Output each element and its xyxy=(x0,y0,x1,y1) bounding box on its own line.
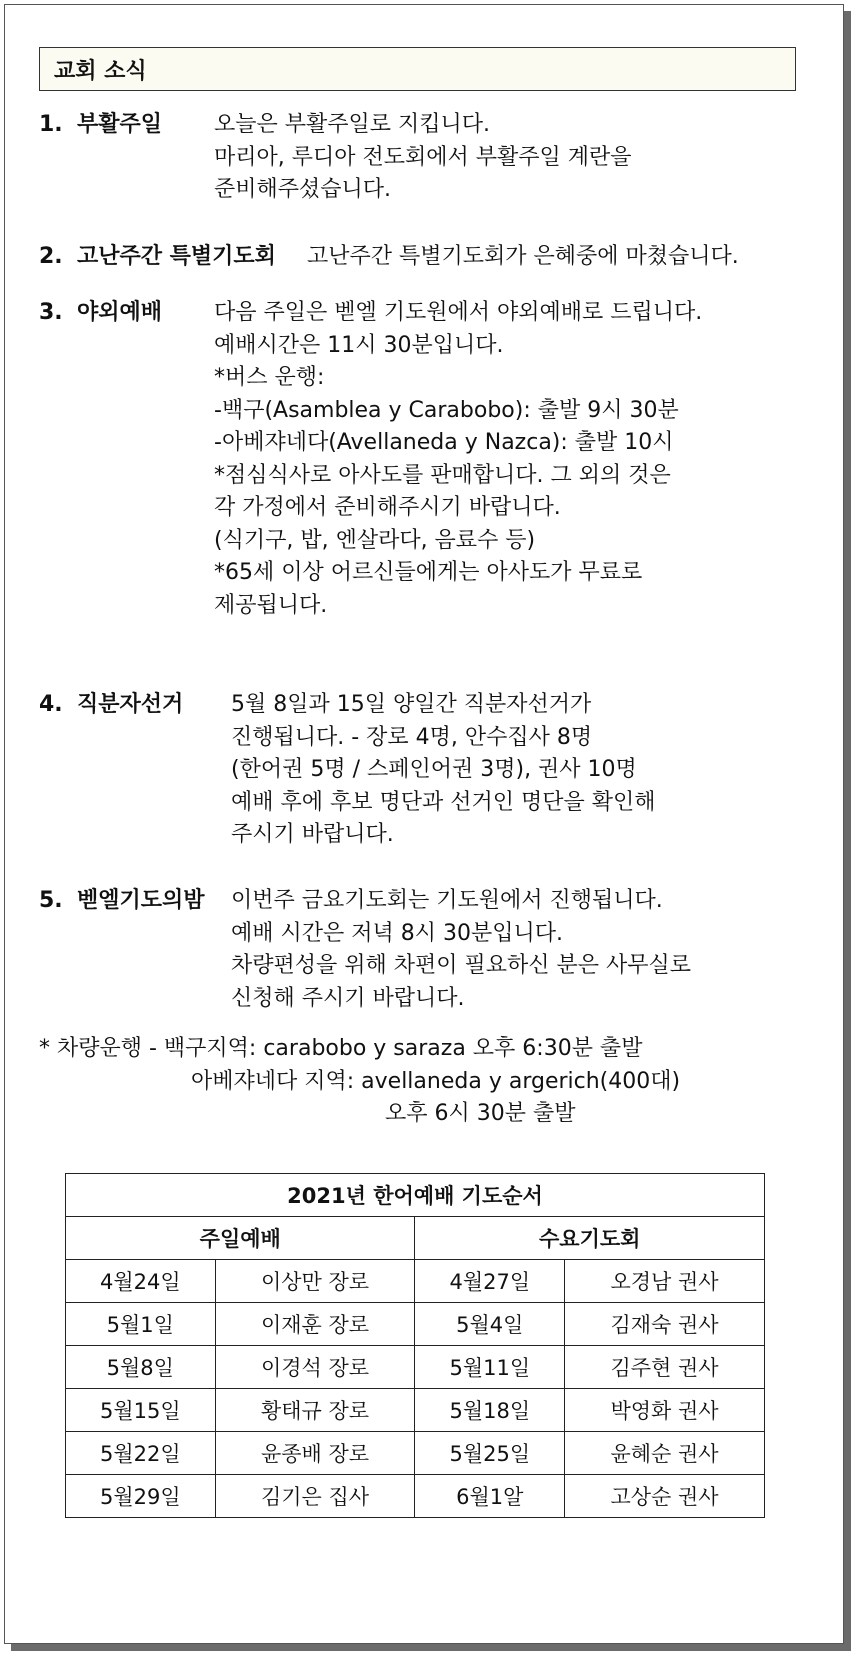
wednesday-prayer-header: 수요기도회 xyxy=(415,1217,765,1260)
sunday-leader: 이상만 장로 xyxy=(215,1260,415,1303)
item-line: 5월 8일과 15일 양일간 직분자선거가 xyxy=(231,692,592,717)
sunday-date: 4월24일 xyxy=(66,1260,216,1303)
table-row xyxy=(66,1260,765,1303)
item-number: 1. xyxy=(39,112,63,137)
item-body xyxy=(231,885,691,1015)
transport-line: 오후 6시 30분 출발 xyxy=(385,1101,576,1126)
sunday-date: 5월1일 xyxy=(66,1303,216,1346)
item-number: 3. xyxy=(39,300,63,325)
item-title: 직분자선거 xyxy=(77,692,184,717)
table-row xyxy=(66,1475,765,1518)
sunday-date: 5월29일 xyxy=(66,1475,216,1518)
item-title: 고난주간 특별기도회 xyxy=(77,244,276,269)
wednesday-leader: 윤혜순 권사 xyxy=(565,1432,765,1475)
sunday-service-header: 주일예배 xyxy=(66,1217,415,1260)
item-line: *점심식사로 아사도를 판매합니다. 그 외의 것은 xyxy=(214,462,671,488)
item-line: *65세 이상 어르신들에게는 아사도가 무료로 xyxy=(214,560,643,585)
item-line: 마리아, 루디아 전도회에서 부활주일 계란을 xyxy=(214,144,632,170)
table-row xyxy=(66,1432,765,1475)
item-title: 부활주일 xyxy=(77,112,163,137)
wednesday-date: 5월18일 xyxy=(415,1389,565,1432)
wednesday-date: 5월4일 xyxy=(415,1303,565,1346)
item-line: -백구(Asamblea y Carabobo): 출발 9시 30분 xyxy=(214,397,679,423)
sunday-leader: 황태규 장로 xyxy=(215,1389,415,1432)
item-number: 2. xyxy=(39,244,63,269)
transport-line: 아베쟈네다 지역: avellaneda y argerich(400대) xyxy=(191,1068,681,1094)
item-line: 준비해주셨습니다. xyxy=(214,177,392,202)
table-row xyxy=(66,1303,765,1346)
sunday-leader: 김기은 집사 xyxy=(215,1475,415,1518)
prayer-schedule-table xyxy=(65,1173,765,1518)
sunday-leader: 이경석 장로 xyxy=(215,1346,415,1389)
wednesday-leader: 김재숙 권사 xyxy=(565,1303,765,1346)
section-title: 교회 소식 xyxy=(54,58,147,84)
item-line: 신청해 주시기 바랍니다. xyxy=(231,985,465,1011)
item-line: 예배 시간은 저녁 8시 30분입니다. xyxy=(231,920,563,946)
item-line: 예배시간은 11시 30분입니다. xyxy=(214,332,504,358)
transport-note xyxy=(39,1033,680,1131)
transport-line: * 차량운행 - 백구지역: carabobo y saraza 오후 6:30분 출발 xyxy=(39,1036,643,1061)
sunday-leader: 이재훈 장로 xyxy=(215,1303,415,1346)
item-number: 4. xyxy=(39,692,63,717)
item-line: -아베쟈네다(Avellaneda y Nazca): 출발 10시 xyxy=(214,430,674,455)
item-line: (한어권 5명 / 스페인어권 3명), 권사 10명 xyxy=(231,757,637,782)
item-line: 오늘은 부활주일로 지킵니다. xyxy=(214,112,491,137)
item-body xyxy=(307,241,739,274)
wednesday-leader: 김주현 권사 xyxy=(565,1346,765,1389)
wednesday-date: 4월27일 xyxy=(415,1260,565,1303)
item-line: 각 가정에서 준비해주시기 바랍니다. xyxy=(214,495,561,520)
item-line: 제공됩니다. xyxy=(214,592,328,618)
sunday-date: 5월22일 xyxy=(66,1432,216,1475)
table-row xyxy=(66,1346,765,1389)
item-line: 고난주간 특별기도회가 은혜중에 마쳤습니다. xyxy=(307,244,739,269)
sunday-leader: 윤종배 장로 xyxy=(215,1432,415,1475)
item-line: (식기구, 밥, 엔살라다, 음료수 등) xyxy=(214,527,536,553)
item-line: 차량편성을 위해 차편이 필요하신 분은 사무실로 xyxy=(231,953,692,978)
item-title: 야외예배 xyxy=(77,300,163,325)
table-title-row xyxy=(66,1174,765,1217)
sunday-date: 5월15일 xyxy=(66,1389,216,1432)
item-line: 진행됩니다. - 장로 4명, 안수집사 8명 xyxy=(231,724,593,750)
bulletin-page xyxy=(4,4,844,1644)
item-number: 5. xyxy=(39,888,63,913)
sunday-date: 5월8일 xyxy=(66,1346,216,1389)
item-line: 주시기 바랍니다. xyxy=(231,822,394,847)
item-title: 벧엘기도의밤 xyxy=(77,888,205,913)
item-line: 예배 후에 후보 명단과 선거인 명단을 확인해 xyxy=(231,789,656,815)
item-body xyxy=(214,109,632,207)
wednesday-date: 6월1알 xyxy=(415,1475,565,1518)
wednesday-leader: 고상순 권사 xyxy=(565,1475,765,1518)
wednesday-date: 5월25일 xyxy=(415,1432,565,1475)
item-line: *버스 운행: xyxy=(214,365,325,390)
item-line: 이번주 금요기도회는 기도원에서 진행됩니다. xyxy=(231,888,663,913)
item-line: 다음 주일은 벧엘 기도원에서 야외예배로 드립니다. xyxy=(214,300,703,325)
wednesday-date: 5월11일 xyxy=(415,1346,565,1389)
section-header xyxy=(39,47,796,91)
item-body xyxy=(214,297,702,622)
wednesday-leader: 박영화 권사 xyxy=(565,1389,765,1432)
table-row xyxy=(66,1389,765,1432)
table-title: 2021년 한어예배 기도순서 xyxy=(66,1174,765,1217)
table-header-row xyxy=(66,1217,765,1260)
item-body xyxy=(231,689,656,852)
wednesday-leader: 오경남 권사 xyxy=(565,1260,765,1303)
